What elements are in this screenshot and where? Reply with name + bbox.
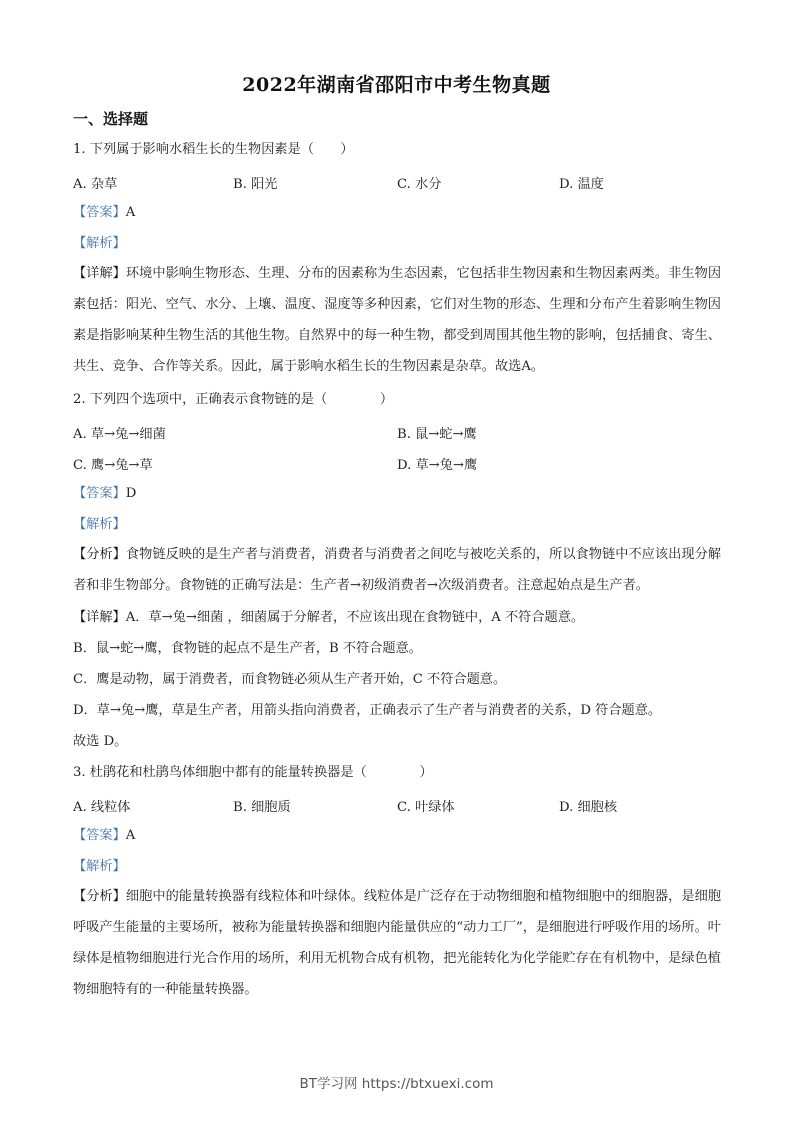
fenxi-tag: 【分析】 xyxy=(73,547,126,562)
question-2-stem: 2. 下列四个选项中，正确表示食物链的是（ ） xyxy=(73,392,394,407)
question-3-fenxi xyxy=(73,881,721,1005)
answer-value: A xyxy=(125,828,136,843)
question-2-conclusion: 故选 D。 xyxy=(73,734,128,749)
question-3-option-b: B. 细胞质 xyxy=(233,800,291,815)
question-2-option-d: D. 草→兔→鹰 xyxy=(397,458,478,473)
question-3-stem: 3. 杜鹃花和杜鹃鸟体细胞中都有的能量转换器是（ ） xyxy=(73,765,433,780)
page-title: 2022年湖南省邵阳市中考生物真题 xyxy=(242,74,551,96)
detail-tag: 【详解】 xyxy=(73,266,126,281)
question-2-detail-d: D．草→兔→鹰，草是生产者，用箭头指向消费者，正确表示了生产者与消费者的关系，D 符合题意。 xyxy=(73,703,662,718)
question-3-option-d: D. 细胞核 xyxy=(559,800,618,815)
question-1-detail xyxy=(73,258,721,382)
question-1-option-b: B. 阳光 xyxy=(233,177,278,192)
answer-value: D xyxy=(125,486,137,501)
question-1-option-a: A. 杂草 xyxy=(73,177,118,192)
answer-tag: 【答案】 xyxy=(73,828,126,843)
answer-tag: 【答案】 xyxy=(73,205,126,220)
question-2-option-a: A. 草→兔→细菌 xyxy=(73,427,166,442)
fenxi-text: 食物链反映的是生产者与消费者，消费者与消费者之间吃与被吃关系的，所以食物链中不应该出现分解者和非生物部分。食物链的正确写法是：生产者→初级消费者→次级消费者。注意起始点是生产者。 xyxy=(73,547,722,593)
answer-value: A xyxy=(125,205,136,220)
footer-watermark: BT学习网 https://btxuexi.com xyxy=(299,1076,494,1092)
analysis-tag: 【解析】 xyxy=(73,236,126,251)
question-2-detail-a xyxy=(73,609,584,627)
question-1-answer xyxy=(73,204,135,222)
question-3-answer xyxy=(73,827,135,845)
section-heading: 一、选择题 xyxy=(73,110,149,128)
question-3-analysis-tag xyxy=(73,858,126,876)
question-2-option-b: B. 鼠→蛇→鹰 xyxy=(397,427,477,442)
question-3-option-a: A. 线粒体 xyxy=(73,800,131,815)
question-3-option-c: C. 叶绿体 xyxy=(397,800,455,815)
question-2-option-c: C. 鹰→兔→草 xyxy=(73,458,153,473)
detail-line: A．草→兔→细菌 ，细菌属于分解者，不应该出现在食物链中，A 不符合题意。 xyxy=(125,610,585,625)
question-1-option-c: C. 水分 xyxy=(397,177,442,192)
analysis-tag: 【解析】 xyxy=(73,517,126,532)
detail-text: 环境中影响生物形态、生理、分布的因素称为生态因素，它包括非生物因素和生物因素两类。非生物因素包括：阳光、空气、水分、上壤、温度、湿度等多种因素，它们对生物的形态、生理和分布产生着影响生物因素是指影响某种生物生活的其他生物。自然界中的每一种生物，都受到周围其他生物的影响，包括捕食、寄生、共生、竞争、合作等关系。因此，属于影响水稻生长的生物因素是杂草。故选A。 xyxy=(73,266,722,374)
question-1-option-d: D. 温度 xyxy=(559,177,604,192)
analysis-tag: 【解析】 xyxy=(73,859,126,874)
question-2-fenxi xyxy=(73,539,721,601)
fenxi-text: 细胞中的能量转换器有线粒体和叶绿体。线粒体是广泛存在于动物细胞和植物细胞中的细胞器，是细胞呼吸产生能量的主要场所，被称为能量转换器和细胞内能量供应的“动力工厂”，是细胞进行呼吸作用的场所。叶绿体是植物细胞进行光合作用的场所，利用无机物合成有机物，把光能转化为化学能贮存在有机物中，是绿色植物细胞特有的一种能量转换器。 xyxy=(73,889,722,997)
question-2-detail-b: B．鼠→蛇→鹰，食物链的起点不是生产者，B 不符合题意。 xyxy=(73,641,422,656)
detail-tag: 【详解】 xyxy=(73,610,126,625)
question-2-answer xyxy=(73,485,136,503)
question-1-analysis-tag xyxy=(73,235,126,253)
question-2-detail-c: C．鹰是动物，属于消费者，而食物链必须从生产者开始，C 不符合题意。 xyxy=(73,672,507,687)
question-2-analysis-tag xyxy=(73,516,126,534)
fenxi-tag: 【分析】 xyxy=(73,889,126,904)
answer-tag: 【答案】 xyxy=(73,486,126,501)
question-1-stem: 1. 下列属于影响水稻生长的生物因素是（ ） xyxy=(73,142,354,157)
